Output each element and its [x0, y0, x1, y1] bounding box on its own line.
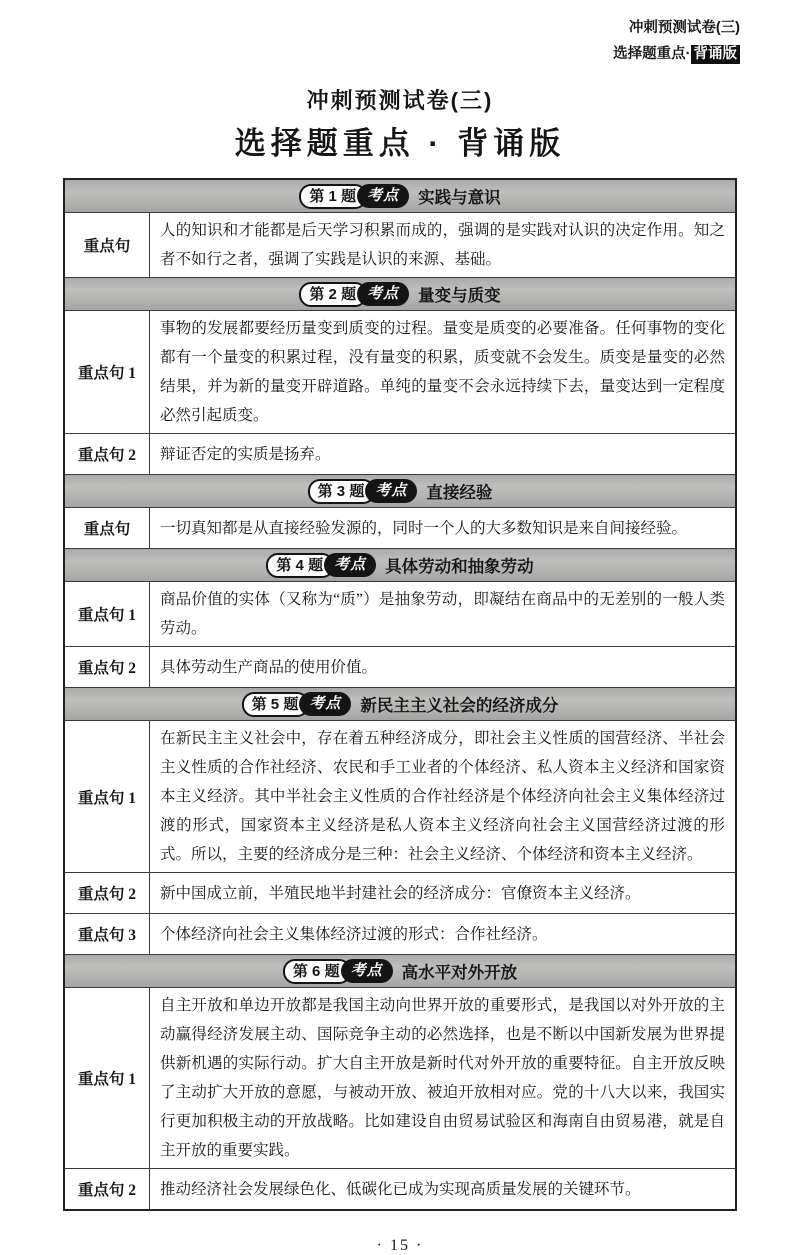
row-label: 重点句 1: [65, 988, 150, 1168]
table-row: [65, 872, 735, 913]
row-label: 重点句: [65, 213, 150, 277]
corner-header-line1: 冲刺预测试卷(三): [628, 20, 740, 36]
table-row: [65, 720, 735, 872]
row-label: 重点句 1: [65, 721, 150, 872]
topic-title: 实践与意识: [418, 189, 501, 207]
question-number-badge: 第 3 题: [308, 479, 376, 504]
row-label: 重点句 2: [65, 873, 150, 913]
topic-title: 新民主主义社会的经济成分: [360, 697, 559, 715]
topic-title: 量变与质变: [418, 287, 501, 305]
row-label: 重点句: [65, 508, 150, 548]
row-text: 新中国成立前，半殖民地半封建社会的经济成分：官僚资本主义经济。: [160, 884, 641, 902]
topic-badge: 考点: [357, 282, 409, 306]
study-table: [63, 178, 737, 1211]
row-label: 重点句 1: [65, 311, 150, 433]
topic-title: 高水平对外开放: [401, 964, 518, 982]
topic-badge: 考点: [324, 553, 376, 577]
row-text: 商品价值的实体（又称为“质”）是抽象劳动，即凝结在商品中的无差别的一般人类劳动。: [160, 591, 725, 637]
page-corner-header: [613, 15, 740, 67]
question-number-badge: 第 5 题: [242, 692, 310, 717]
row-label: 重点句 2: [65, 1169, 150, 1209]
question-number-badge: 第 2 题: [299, 282, 367, 307]
row-text: 辩证否定的实质是扬弃。: [160, 445, 331, 463]
topic-badge: 考点: [357, 184, 409, 208]
page-title: 选择题重点 · 背诵版: [234, 126, 566, 161]
section-header: [65, 687, 735, 720]
topic-title: 具体劳动和抽象劳动: [385, 558, 534, 576]
table-row: [65, 507, 735, 548]
topic-badge: 考点: [365, 479, 417, 503]
corner-header-line2: [613, 41, 740, 67]
corner-header-highlight-badge: 背诵版: [691, 45, 741, 64]
row-text: 具体劳动生产商品的使用价值。: [160, 658, 378, 676]
section-header: [65, 548, 735, 581]
question-number-badge: 第 1 题: [299, 184, 367, 209]
row-label: 重点句 3: [65, 914, 150, 954]
section-header: [65, 277, 735, 310]
table-row: [65, 987, 735, 1168]
row-label: 重点句 2: [65, 434, 150, 474]
question-number-badge: 第 4 题: [266, 553, 334, 578]
row-text: 在新民主主义社会中，存在着五种经济成分，即社会主义性质的国营经济、半社会主义性质的合作社经济、农民和手工业者的个体经济、私人资本主义经济和国家资本主义经济。其中半社会主义性质的合作社经济是个体经济向社会主义集体经济过渡的形式，国家资本主义经济是私人资本主义经济向社会主义国营经济过渡的形式。所以，主要的经济成分是三种：社会主义经济、个体经济和资本主义经济。: [160, 730, 725, 863]
row-text: 一切真知都是从直接经验发源的，同时一个人的大多数知识是来自间接经验。: [160, 519, 688, 537]
row-label: 重点句 2: [65, 647, 150, 687]
series-title: 冲刺预测试卷(三): [306, 88, 494, 113]
corner-header-line2-prefix: 选择题重点·: [613, 46, 691, 62]
section-header: [65, 180, 735, 212]
row-text: 人的知识和才能都是后天学习积累而成的，强调的是实践对认识的决定作用。知之者不如行之者，强调了实践是认识的来源、基础。: [160, 222, 725, 268]
table-row: [65, 433, 735, 474]
topic-title: 直接经验: [426, 484, 493, 502]
table-row: [65, 1168, 735, 1209]
table-row: [65, 913, 735, 954]
table-row: [65, 581, 735, 646]
question-number-badge: 第 6 题: [283, 959, 351, 984]
row-text: 推动经济社会发展绿色化、低碳化已成为实现高质量发展的关键环节。: [160, 1180, 641, 1198]
row-text: 自主开放和单边开放都是我国主动向世界开放的重要形式，是我国以对外开放的主动赢得经济发展主动、国际竞争主动的必然选择，也是不断以中国新发展为世界提供新机遇的实际行动。扩大自主开放是新时代对外开放的重要特征。自主开放反映了主动扩大开放的意愿，与被动开放、被迫开放相对应。党的十八大以来，我国实行更加积极主动的开放战略。比如建设自由贸易试验区和海南自由贸易港，就是自主开放的重要实践。: [160, 997, 725, 1159]
section-header: [65, 474, 735, 507]
topic-badge: 考点: [299, 692, 351, 716]
page-number: · 15 ·: [376, 1237, 424, 1254]
row-label: 重点句 1: [65, 582, 150, 646]
table-row: [65, 212, 735, 277]
topic-badge: 考点: [341, 959, 393, 983]
row-text: 个体经济向社会主义集体经济过渡的形式：合作社经济。: [160, 925, 548, 943]
section-header: [65, 954, 735, 987]
table-row: [65, 646, 735, 687]
row-text: 事物的发展都要经历量变到质变的过程。量变是质变的必要准备。任何事物的变化都有一个量变的积累过程，没有量变的积累，质变就不会发生。质变是量变的必然结果，并为新的量变开辟道路。单纯的量变不会永远持续下去，量变达到一定程度必然引起质变。: [160, 320, 725, 424]
table-row: [65, 310, 735, 433]
